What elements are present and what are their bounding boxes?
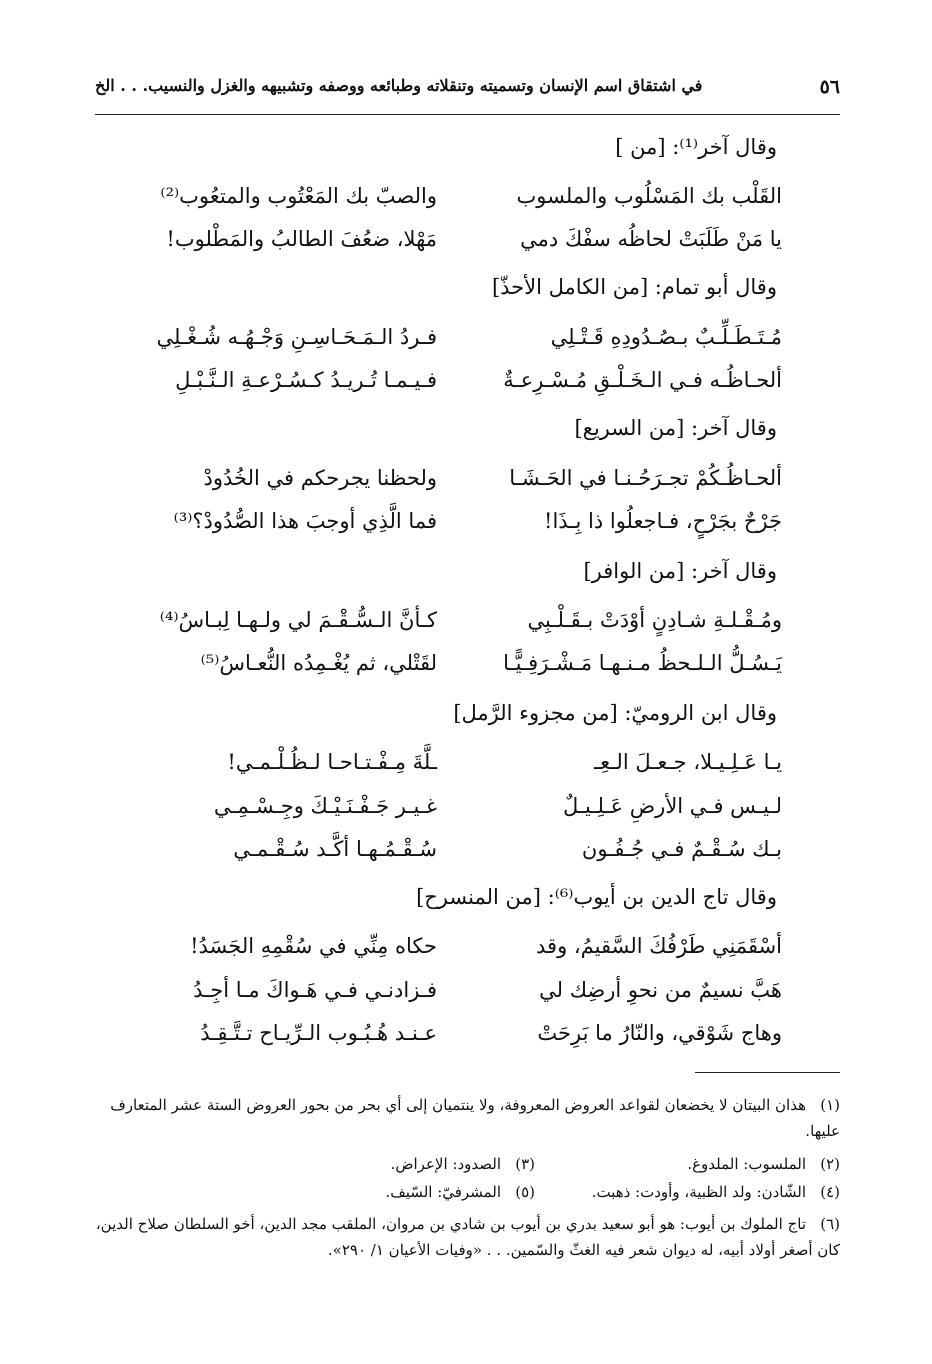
verse-hemistich-right: يا مَنْ طَلَبَتْ لحاظُه سفْكَ دمي	[520, 227, 782, 251]
verse-hemistich-left: لقَتْلي، ثم يُغْـمِدُه النُّعـاسُ⁽⁵⁾	[200, 651, 437, 675]
footnote-row	[385, 1183, 840, 1201]
verse-hemistich-right: وهاج شَوْقي، والنّارُ ما بَرِحَتْ	[537, 1021, 782, 1045]
verse-hemistich-left: ولحظنا يجرحكم في الخُدُودْ	[203, 466, 437, 490]
verse-hemistich-left: غـيـر جَـفْـنَـيْـكَ وجِـسْـمِـي	[213, 794, 437, 818]
verse-hemistich-right: مُـتَـطَـلِّـبٌ بـصُـدُودِهِ قَـتْـلِي	[550, 325, 782, 349]
footnote-text: الشّادن: ولد الظبية، وأودت: ذهبت.	[591, 1183, 806, 1201]
verse-hemistich-left: عـنـد هُـبُـوب الـرِّيـاح تـتَّـقِـدُ	[200, 1021, 437, 1045]
poem-intro: وقال آخر: [من الوافر]	[583, 559, 777, 583]
verse-hemistich-left: فـزادنـي فـي هَـواكَ مـا أجِـدُ	[193, 978, 437, 1002]
footnote-text: هذان البيتان لا يخضعان لقواعد العروض المعروفة، ولا ينتميان إلى أي بحر من بحور العروض الستة عشر المتعارف عليها.	[110, 1096, 840, 1140]
verse-hemistich-left: ـلَّةَ مِـفْـتـاحـا لـظُـلْـمـي!	[227, 750, 437, 774]
verse-hemistich-right: بـك سُـقْـمٌ فـي جُـفُـون	[581, 837, 782, 861]
verse-hemistich-left: فـردُ الـمَـحَـاسِـنِ وَجْـهُـه شُـغْـلِي	[156, 325, 437, 349]
footnote-number: (١)	[820, 1096, 840, 1114]
page-header	[95, 70, 840, 115]
verse-hemistich-left: مَهْلا، ضعُفَ الطالبُ والمَطْلوب!	[166, 227, 437, 251]
verse-hemistich-left: حكاه مِنِّي في سُقْمِهِ الجَسَدُ!	[190, 934, 437, 958]
footnote-6	[95, 1211, 840, 1263]
footnote-text: الملسوب: الملدوغ.	[687, 1155, 806, 1173]
verse-hemistich-left: والصبّ بك المَعْتُوب والمتعُوب⁽²⁾	[160, 184, 437, 208]
footnote-row	[390, 1155, 840, 1173]
footnote-text: تاج الملوك بن أيوب: هو أبو سعيد بدري بن أيوب بن شادي بن مروان، الملقب مجد الدين، أخو السلطان صلاح الدين، كان أصغر أولاد أبيه، له ديوان شعر فيه الغثّ والسّمين. . . «وفيات الأعيان ١/ ٢٩٠».	[95, 1215, 840, 1259]
verse-hemistich-left: فـيـمـا تُـريـدُ كـسُـرْعـةِ الـنَّـبْـلِ	[175, 368, 437, 392]
footnote-text: المشرفيّ: السّيف.	[385, 1183, 501, 1201]
verse-hemistich-right: جَرْحٌ بجَرْحٍ، فـاجعلُوا ذا بِـذَا!	[544, 509, 782, 533]
verse-hemistich-right: ألحـاظُـكُمْ تجـرَحُـنـا في الحَـشَـا	[509, 466, 782, 490]
verse-hemistich-right: هَبَّ نسيمٌ من نحوِ أرضِك لي	[539, 978, 782, 1002]
page-number: ٥٦	[819, 76, 840, 98]
verse-hemistich-right: أسْقَمَنِي طَرْفُكَ السَّقيمُ، وقد	[536, 934, 782, 958]
footnote-3	[391, 1155, 535, 1173]
footnote-number: (٤)	[820, 1183, 840, 1201]
poem-intro: وقال آخر⁽¹⁾: [من ]	[615, 135, 777, 159]
footnote-separator	[695, 1072, 840, 1073]
poem-intro: وقال أبو تمام: [من الكامل الأحذّ]	[491, 275, 777, 299]
footnote-number: (٦)	[820, 1215, 840, 1233]
verse-hemistich-right: يـا عَـلِـيـلا، جـعـلَ الـعِـ	[594, 750, 782, 774]
verse-hemistich-left: كـأنَّ الـسُّـقْـمَ لي ولـهـا لِبـاسُ⁽⁴⁾	[159, 608, 437, 632]
verse-hemistich-right: ومُـقْـلـةِ شـادِنٍ أوْدَتْ بـقَـلْـبِي	[527, 608, 782, 632]
poem-intro: وقال ابن الروميّ: [من مجزوء الرَّمل]	[453, 701, 777, 725]
footnote-1	[95, 1092, 840, 1144]
verse-hemistich-right: ألحـاظُـه فـي الـخَـلْـقِ مُـسْـرِعـةٌ	[503, 368, 782, 392]
footnote-number: (٣)	[515, 1155, 535, 1173]
running-title: في اشتقاق اسم الإنسان وتسميته وتنقلاته وطبائعه ووصفه وتشبيهه والغزل والنسيب. . . الخ	[95, 76, 703, 95]
verse-hemistich-left: فما الَّذِي أوجبَ هذا الصُّدُودْ؟⁽³⁾	[173, 509, 437, 533]
verse-hemistich-right: يَـسُـلُّ الـلـحظُ مـنـهـا مَـشْـرَفِـيًّـا	[503, 651, 782, 675]
verse-hemistich-right: القَلْب بك المَسْلُوب والملسوب	[516, 184, 782, 208]
poem-intro: وقال آخر: [من السريع]	[574, 416, 777, 440]
footnote-number: (٥)	[515, 1183, 535, 1201]
footnote-5	[385, 1183, 535, 1201]
verse-hemistich-left: سُـقْـمُـهـا أكَّـد سُـقْـمـي	[233, 837, 437, 861]
poem-intro: وقال تاج الدين بن أيوب⁽⁶⁾: [من المنسرح]	[416, 885, 777, 909]
verse-hemistich-right: لـيـس فـي الأرضِ عَـلِـيـلٌ	[562, 794, 782, 818]
footnote-text: الصدود: الإعراض.	[390, 1155, 501, 1173]
footnote-number: (٢)	[820, 1155, 840, 1173]
